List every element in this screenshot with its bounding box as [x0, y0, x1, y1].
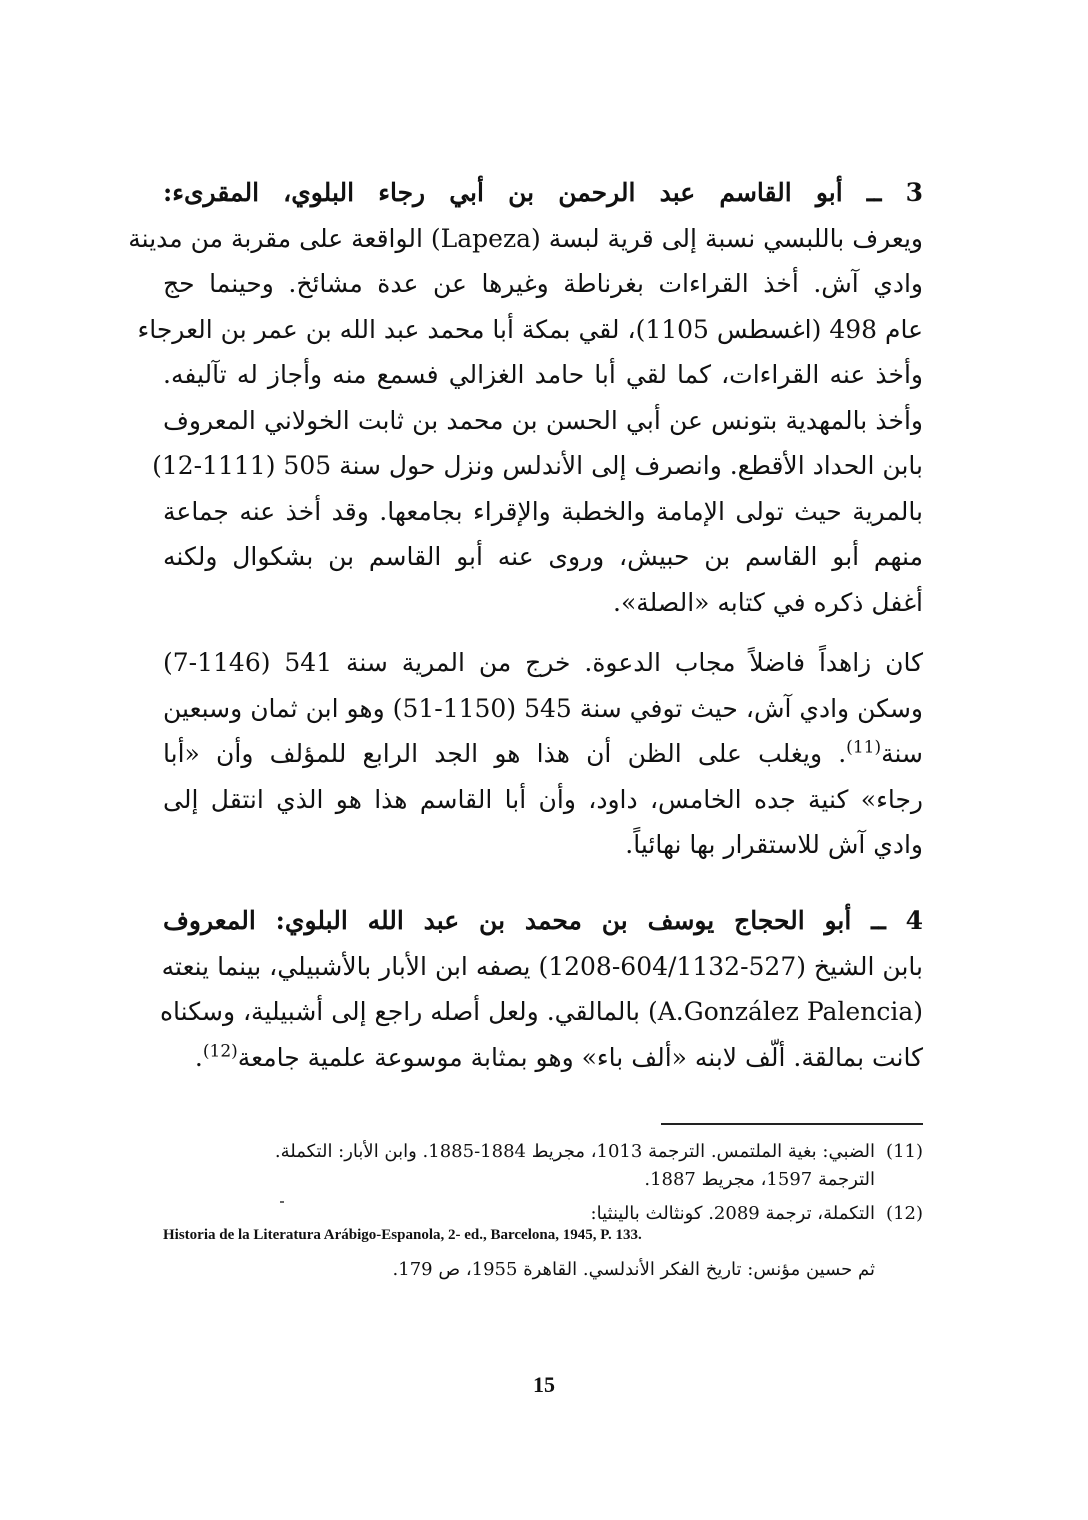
entry-4-heading: 4 ــ أبو الحجاج يوسف بن محمد بن عبد الله البلوي: المعروف	[163, 906, 923, 935]
entry-4-paragraph	[159, 898, 923, 1080]
paragraph-line: وسكن وادي آش، حيث توفي سنة 545 (1150-51) وهو ابن ثمان وسبعين	[163, 693, 923, 723]
paragraph-line: رجاء» كنية جده الخامس، داود، وأن أبا القاسم هذا هو الذي انتقل إلى	[163, 784, 923, 814]
footnote-text: التكملة، ترجمة 2089. كونثالث بالينثيا:	[590, 1203, 875, 1224]
footnote-11	[163, 1138, 923, 1194]
footnote-separator	[661, 1123, 923, 1125]
scan-speck	[280, 1201, 284, 1203]
page-number: 15	[533, 1372, 555, 1397]
entry-3-line: منهم أبو القاسم بن حبيش، وروى عنه أبو القاسم بن بشكوال ولكنه	[163, 542, 923, 571]
entry-3-line: وأخذ عنه القراءات، كما لقي أبا حامد الغزالي فسمع منه وأجاز له تآليفه.	[163, 360, 923, 389]
paragraph-text: .	[194, 1042, 203, 1072]
paragraph-line: كان زاهداً فاضلاً مجاب الدعوة. خرج من المرية سنة 541 (1146-7)	[163, 648, 924, 677]
entry-3-line: عام 498 (اغسطس 1105)، لقي بمكة أبا محمد عبد الله بن عمر بن العرجاء	[137, 314, 923, 344]
footnote-text: ثم حسين مؤنس: تاريخ الفكر الأندلسي. القاهرة 1955، ص 179.	[392, 1259, 875, 1280]
entry-4-line-with-note	[163, 1035, 923, 1081]
entry-3-line: بابن الحداد الأقطع. وانصرف إلى الأندلس ونزل حول سنة 505 (1111-12)	[152, 451, 923, 480]
footnote-text: الضبي: بغية الملتمس. الترجمة 1013، مجريط 1884-1885. وابن الأبار: التكملة.	[274, 1141, 875, 1162]
entry-4-line: بابن الشيخ (527-604/1132-1208) يصفه ابن الأبار بالأشبيلي، بينما ينعته	[161, 951, 923, 981]
footnote-12	[163, 1200, 923, 1284]
footnote-text: الترجمة 1597، مجريط 1887.	[644, 1169, 875, 1190]
footnote-number: (11)	[886, 1141, 923, 1162]
entry-3-paragraph	[128, 170, 923, 625]
entry-3-line: أغفل ذكره في كتابه «الصلة».	[613, 587, 923, 617]
entry-3-line: وادي آش. أخذ القراءات بغرناطة وغيرها عن عدة مشائخ. وحينما حج	[163, 269, 923, 298]
entry-3-line: بالمرية حيث تولى الإمامة والخطبة والإقراء بجامعها. وقد أخذ عنه جماعة	[163, 496, 923, 526]
entry-3-line: ويعرف باللبسي نسبة إلى قرية لبسة (Lapeza) الواقعة على مقربة من مدينة	[128, 223, 923, 253]
entry-4-line: (A.González Palencia) بالمالقي. ولعل أصله راجع إلى أشبيلية، وسكناه	[159, 997, 923, 1026]
biography-paragraph	[163, 640, 923, 868]
paragraph-line: وادي آش للاستقرار بها نهائياً.	[625, 830, 923, 859]
footnote-ref-11[interactable]: (11)	[846, 737, 882, 758]
footnotes	[163, 1138, 923, 1284]
paragraph-text: سنة	[881, 739, 923, 768]
paragraph-text: . ويغلب على الظن أن هذا هو الجد الرابع للمؤلف وأن «أبا	[163, 739, 847, 768]
paragraph-text: كانت بمالقة. ألّف لابنه «ألف باء» وهو بمثابة موسوعة علمية جامعة	[237, 1042, 923, 1072]
entry-3-heading: 3 ــ أبو القاسم عبد الرحمن بن أبي رجاء البلوي، المقرىء:	[163, 178, 923, 207]
footnote-ref-12[interactable]: (12)	[202, 1041, 238, 1062]
entry-3-line: وأخذ بالمهدية بتونس عن أبي الحسن بن محمد بن ثابت الخولاني المعروف	[163, 405, 923, 435]
footnote-number: (12)	[886, 1203, 923, 1224]
paragraph-line-with-note	[163, 731, 923, 777]
footnote-latin-citation: Historia de la Literatura Arábigo-Espanola, 2- ed., Barcelona, 1945, P. 133.	[163, 1227, 642, 1243]
